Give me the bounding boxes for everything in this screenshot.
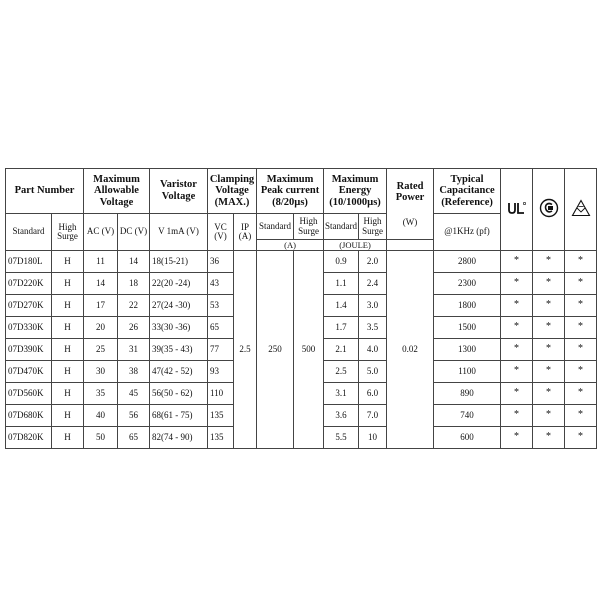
subheader-v1ma: V 1mA (V) xyxy=(150,214,208,251)
subheader-energy-high-surge: High Surge xyxy=(359,214,387,240)
cell-high-surge: H xyxy=(52,405,84,427)
header-clamping-voltage: Clamping Voltage (MAX.) xyxy=(208,169,257,214)
cell-dc: 18 xyxy=(118,273,150,295)
cell-ul-mark: * xyxy=(501,405,533,427)
cell-energy-high-surge: 7.0 xyxy=(359,405,387,427)
cell-ul-mark: * xyxy=(501,295,533,317)
csa-mark-icon xyxy=(539,198,559,218)
cell-csa-mark: * xyxy=(533,251,565,273)
cell-ac: 30 xyxy=(84,361,118,383)
table-row xyxy=(6,251,597,273)
cell-ul-mark: * xyxy=(501,339,533,361)
cell-energy-high-surge: 3.5 xyxy=(359,317,387,339)
cell-v1ma: 47(42 - 52) xyxy=(150,361,208,383)
cell-v1ma: 22(20 -24) xyxy=(150,273,208,295)
cell-dc: 65 xyxy=(118,427,150,449)
cell-dc: 38 xyxy=(118,361,150,383)
cell-dc: 45 xyxy=(118,383,150,405)
cell-v1ma: 56(50 - 62) xyxy=(150,383,208,405)
cell-v1ma: 82(74 - 90) xyxy=(150,427,208,449)
subheader-ac: AC (V) xyxy=(84,214,118,251)
cell-v1ma: 33(30 -36) xyxy=(150,317,208,339)
cell-vc: 110 xyxy=(208,383,234,405)
cell-energy-standard: 2.1 xyxy=(324,339,359,361)
cell-vde-mark: * xyxy=(565,383,597,405)
cell-vc: 77 xyxy=(208,339,234,361)
cell-peak-standard-shared: 250 xyxy=(257,251,294,449)
cell-capacitance: 1100 xyxy=(434,361,501,383)
cell-energy-high-surge: 3.0 xyxy=(359,295,387,317)
subheader-capacitance: @1KHz (pf) xyxy=(434,214,501,251)
cell-vc: 135 xyxy=(208,405,234,427)
cell-high-surge: H xyxy=(52,273,84,295)
cell-part-number: 07D180L xyxy=(6,251,52,273)
header-varistor-voltage: Varistor Voltage xyxy=(150,169,208,214)
cell-ac: 11 xyxy=(84,251,118,273)
cell-energy-standard: 3.1 xyxy=(324,383,359,405)
cell-dc: 31 xyxy=(118,339,150,361)
cell-energy-high-surge: 10 xyxy=(359,427,387,449)
cell-energy-standard: 1.7 xyxy=(324,317,359,339)
cell-dc: 56 xyxy=(118,405,150,427)
cell-ac: 50 xyxy=(84,427,118,449)
header-ul-cert xyxy=(501,169,533,251)
cell-dc: 14 xyxy=(118,251,150,273)
cell-ip-shared: 2.5 xyxy=(234,251,257,449)
cell-part-number: 07D820K xyxy=(6,427,52,449)
cell-vc: 65 xyxy=(208,317,234,339)
cell-part-number: 07D470K xyxy=(6,361,52,383)
cell-csa-mark: * xyxy=(533,383,565,405)
cell-capacitance: 1500 xyxy=(434,317,501,339)
cell-peak-high-surge-shared: 500 xyxy=(294,251,324,449)
cell-high-surge: H xyxy=(52,361,84,383)
cell-part-number: 07D390K xyxy=(6,339,52,361)
cell-ul-mark: * xyxy=(501,361,533,383)
cell-rated-power-shared: 0.02 xyxy=(387,251,434,449)
subheader-standard: Standard xyxy=(6,214,52,251)
cell-energy-standard: 5.5 xyxy=(324,427,359,449)
cell-csa-mark: * xyxy=(533,427,565,449)
cell-energy-standard: 3.6 xyxy=(324,405,359,427)
cell-v1ma: 68(61 - 75) xyxy=(150,405,208,427)
header-typical-capacitance: Typical Capacitance (Reference) xyxy=(434,169,501,214)
cell-energy-high-surge: 5.0 xyxy=(359,361,387,383)
rated-power-unit: (W) xyxy=(402,216,418,227)
cell-capacitance: 600 xyxy=(434,427,501,449)
unit-energy: (JOULE) xyxy=(324,240,387,251)
subheader-energy-standard: Standard xyxy=(324,214,359,240)
cell-capacitance: 2300 xyxy=(434,273,501,295)
cell-high-surge: H xyxy=(52,317,84,339)
cell-capacitance: 1300 xyxy=(434,339,501,361)
subheader-ip: IP (A) xyxy=(234,214,257,251)
cell-csa-mark: * xyxy=(533,361,565,383)
cell-high-surge: H xyxy=(52,427,84,449)
varistor-spec-table xyxy=(5,168,597,449)
header-vde-cert xyxy=(565,169,597,251)
cell-v1ma: 39(35 - 43) xyxy=(150,339,208,361)
cell-capacitance: 2800 xyxy=(434,251,501,273)
ul-mark-icon xyxy=(507,200,527,216)
cell-vc: 135 xyxy=(208,427,234,449)
cell-dc: 26 xyxy=(118,317,150,339)
header-rated-power xyxy=(387,169,434,240)
cell-v1ma: 18(15-21) xyxy=(150,251,208,273)
cell-ac: 14 xyxy=(84,273,118,295)
cell-csa-mark: * xyxy=(533,317,565,339)
cell-high-surge: H xyxy=(52,295,84,317)
cell-vde-mark: * xyxy=(565,295,597,317)
cell-capacitance: 740 xyxy=(434,405,501,427)
cell-part-number: 07D680K xyxy=(6,405,52,427)
subheader-high-surge: High Surge xyxy=(52,214,84,251)
vde-mark-icon xyxy=(571,199,591,217)
cell-ac: 25 xyxy=(84,339,118,361)
cell-vde-mark: * xyxy=(565,405,597,427)
subheader-vc: VC (V) xyxy=(208,214,234,251)
cell-v1ma: 27(24 -30) xyxy=(150,295,208,317)
header-row xyxy=(6,169,597,214)
cell-part-number: 07D270K xyxy=(6,295,52,317)
cell-ul-mark: * xyxy=(501,383,533,405)
subheader-peak-high-surge: High Surge xyxy=(294,214,324,240)
cell-energy-standard: 1.1 xyxy=(324,273,359,295)
header-csa-cert xyxy=(533,169,565,251)
cell-high-surge: H xyxy=(52,339,84,361)
header-max-energy: Maximum Energy (10/1000µs) xyxy=(324,169,387,214)
cell-vc: 36 xyxy=(208,251,234,273)
cell-high-surge: H xyxy=(52,383,84,405)
cell-vc: 43 xyxy=(208,273,234,295)
cell-energy-high-surge: 6.0 xyxy=(359,383,387,405)
cell-vde-mark: * xyxy=(565,339,597,361)
unit-peak: (A) xyxy=(257,240,324,251)
cell-capacitance: 1800 xyxy=(434,295,501,317)
cell-vde-mark: * xyxy=(565,251,597,273)
cell-dc: 22 xyxy=(118,295,150,317)
cell-energy-standard: 2.5 xyxy=(324,361,359,383)
cell-energy-high-surge: 2.4 xyxy=(359,273,387,295)
cell-energy-standard: 0.9 xyxy=(324,251,359,273)
cell-capacitance: 890 xyxy=(434,383,501,405)
cell-csa-mark: * xyxy=(533,295,565,317)
cell-energy-high-surge: 4.0 xyxy=(359,339,387,361)
rated-power-label: Rated Power xyxy=(395,180,425,204)
cell-vc: 93 xyxy=(208,361,234,383)
subheader-dc: DC (V) xyxy=(118,214,150,251)
cell-part-number: 07D560K xyxy=(6,383,52,405)
cell-csa-mark: * xyxy=(533,339,565,361)
header-part-number: Part Number xyxy=(6,169,84,214)
cell-csa-mark: * xyxy=(533,405,565,427)
cell-vc: 53 xyxy=(208,295,234,317)
header-max-peak-current: Maximum Peak current (8/20µs) xyxy=(257,169,324,214)
cell-ac: 20 xyxy=(84,317,118,339)
cell-vde-mark: * xyxy=(565,317,597,339)
cell-ul-mark: * xyxy=(501,427,533,449)
cell-csa-mark: * xyxy=(533,273,565,295)
cell-part-number: 07D220K xyxy=(6,273,52,295)
cell-vde-mark: * xyxy=(565,273,597,295)
cell-part-number: 07D330K xyxy=(6,317,52,339)
subheader-peak-standard: Standard xyxy=(257,214,294,240)
cell-energy-standard: 1.4 xyxy=(324,295,359,317)
cell-ac: 40 xyxy=(84,405,118,427)
cell-high-surge: H xyxy=(52,251,84,273)
cell-vde-mark: * xyxy=(565,361,597,383)
cell-ac: 35 xyxy=(84,383,118,405)
cell-ul-mark: * xyxy=(501,273,533,295)
cell-ul-mark: * xyxy=(501,317,533,339)
cell-ul-mark: * xyxy=(501,251,533,273)
cell-vde-mark: * xyxy=(565,427,597,449)
cell-ac: 17 xyxy=(84,295,118,317)
header-max-allowable-voltage: Maximum Allowable Voltage xyxy=(84,169,150,214)
cell-energy-high-surge: 2.0 xyxy=(359,251,387,273)
